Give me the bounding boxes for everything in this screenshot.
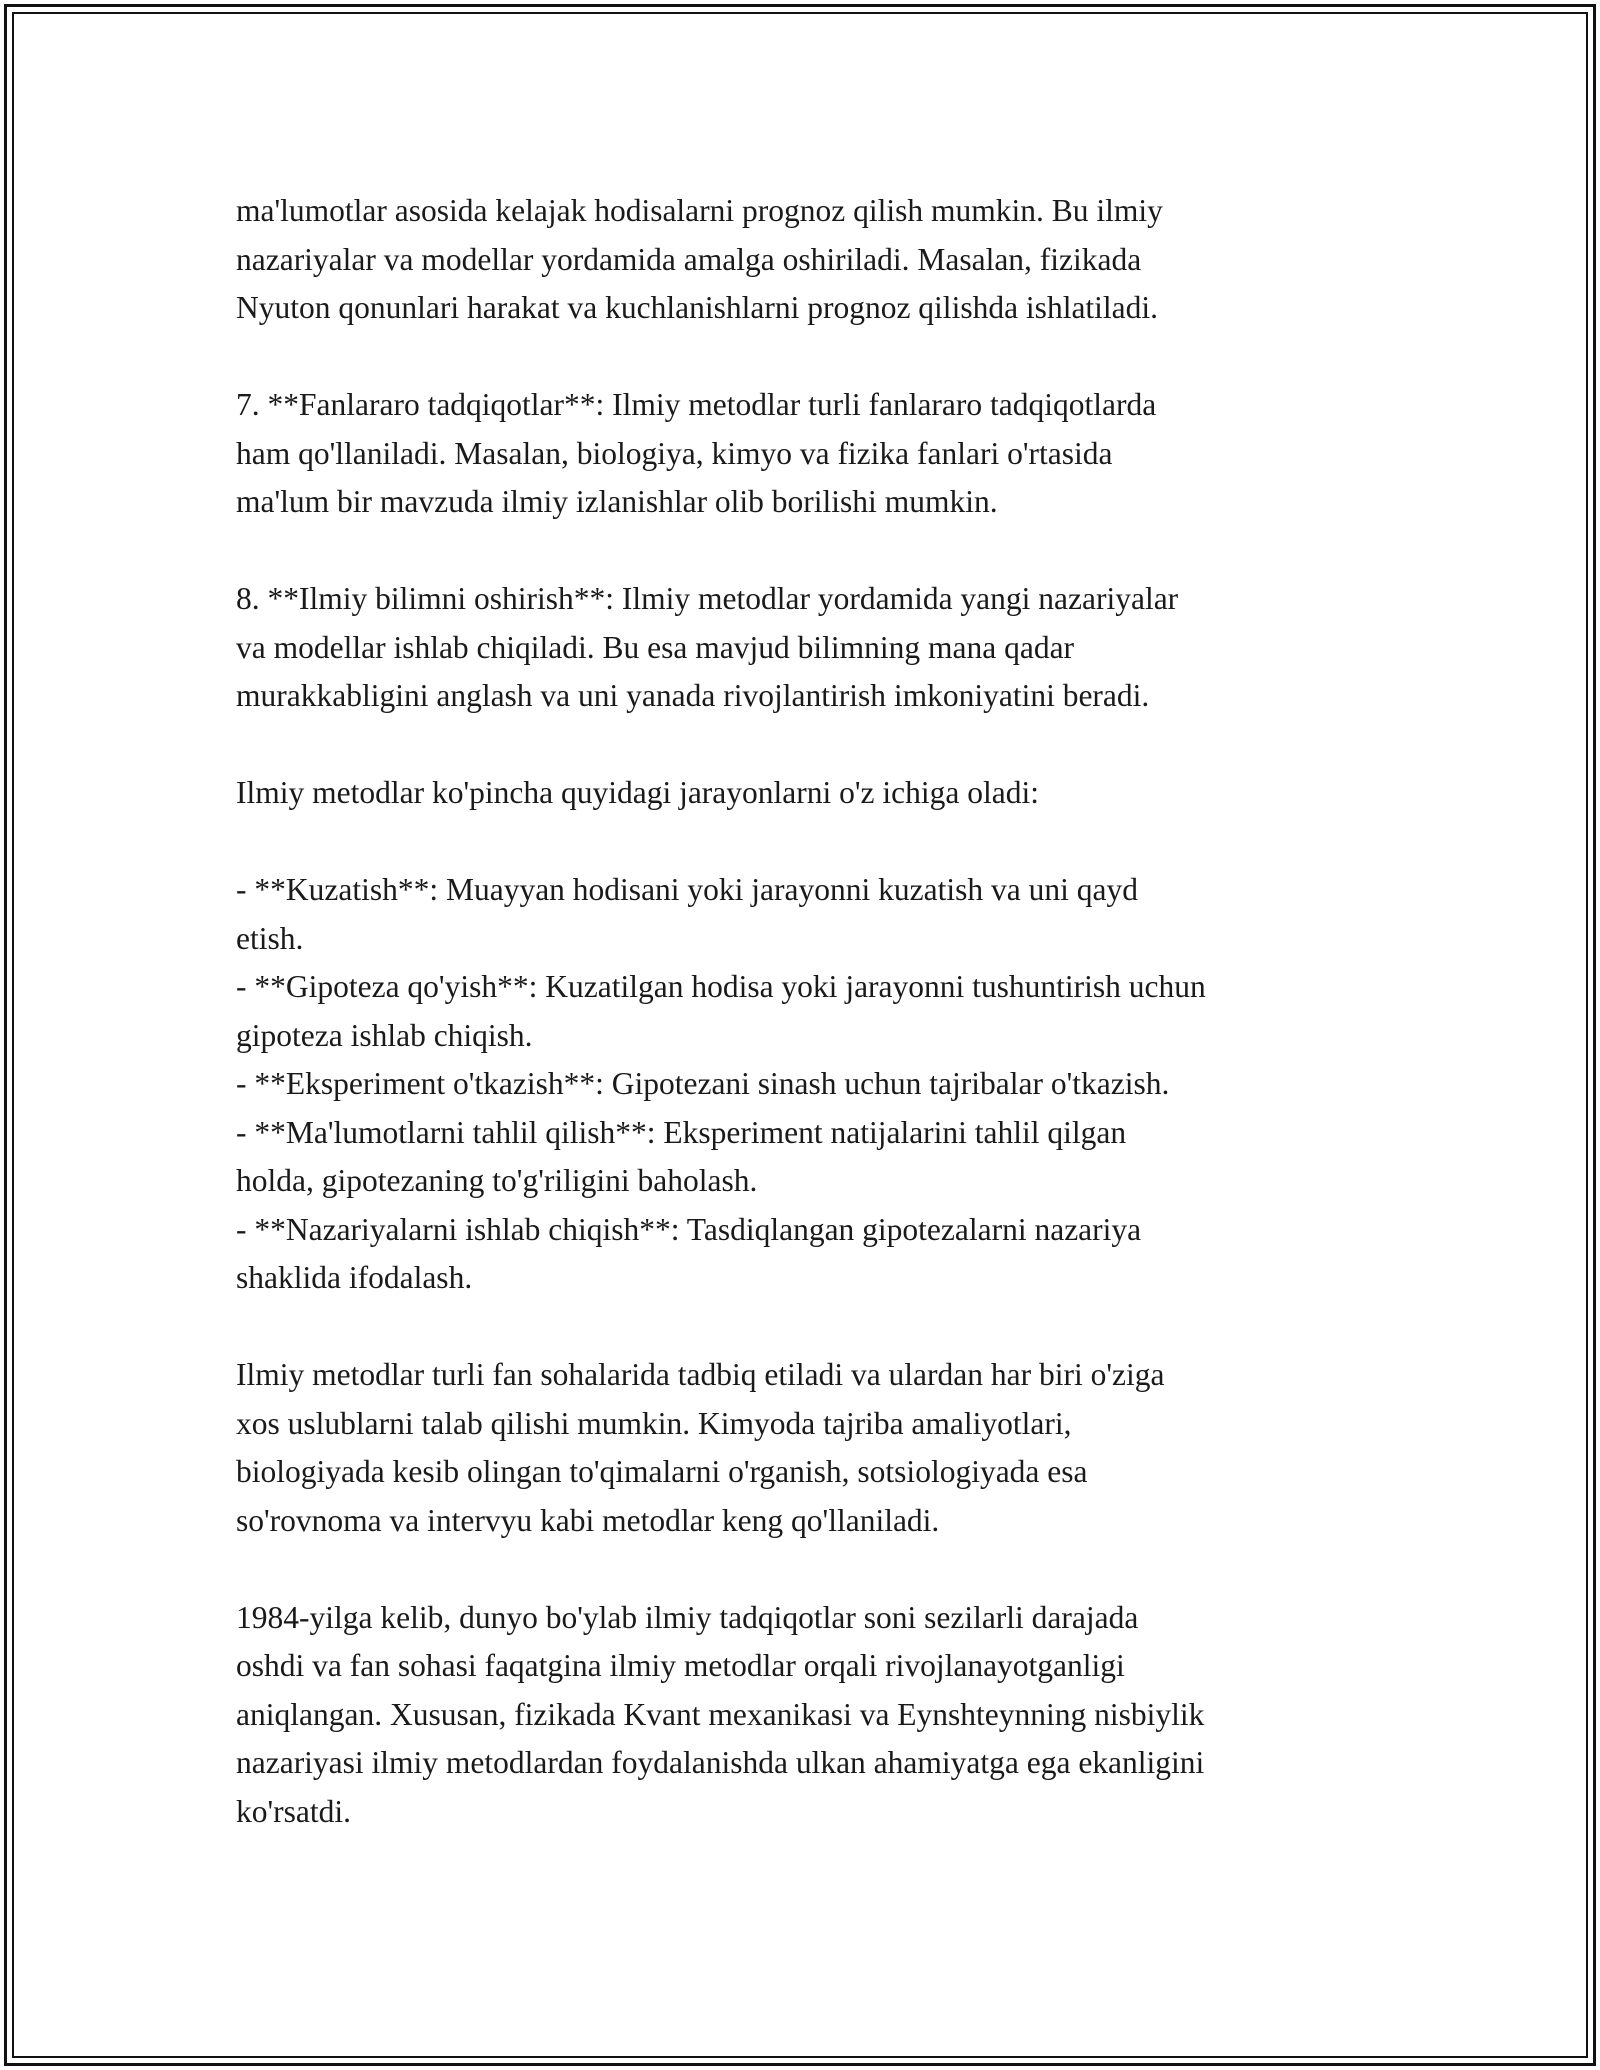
text-line: biologiyada kesib olingan to'qimalarni o'rganish, sotsiologiyada esa [236,1454,1088,1489]
text-line: Nyuton qonunlari harakat va kuchlanishlarni prognoz qilishda ishlatiladi. [236,290,1159,325]
paragraph-history [236,1594,1386,1837]
text-line: ham qo'llaniladi. Masalan, biologiya, kimyo va fizika fanlari o'rtasida [236,435,1113,471]
document-body [236,187,1386,1836]
list-item-continuation: etish. [236,920,304,956]
list-item: - **Nazariyalarni ishlab chiqish**: Tasdiqlangan gipotezalarni nazariya [236,1211,1142,1247]
list-item-continuation: shaklida ifodalash. [236,1260,473,1295]
text-line: xos uslublarni talab qilishi mumkin. Kimyoda tajriba amaliyotlari, [236,1405,1072,1441]
paragraph-knowledge [236,575,1386,721]
text-line: Ilmiy metodlar turli fan sohalarida tadbiq etiladi va ulardan har biri o'ziga [236,1357,1165,1392]
text-line: 7. **Fanlararo tadqiqotlar**: Ilmiy metodlar turli fanlararo tadqiqotlarda [236,387,1157,422]
text-line: ko'rsatdi. [236,1793,352,1829]
text-line: ma'lumotlar asosida kelajak hodisalarni prognoz qilish mumkin. Bu ilmiy [236,193,1163,228]
text-line: nazariyalar va modellar yordamida amalga oshiriladi. Masalan, fizikada [236,241,1142,277]
text-line: ma'lum bir mavzuda ilmiy izlanishlar olib borilishi mumkin. [236,484,998,519]
text-line: aniqlangan. Xususan, fizikada Kvant mexanikasi va Eynshteynning nisbiylik [236,1696,1205,1732]
list-item: - **Ma'lumotlarni tahlil qilish**: Eksperiment natijalarini tahlil qilgan [236,1114,1127,1150]
text-line: 1984-yilga kelib, dunyo bo'ylab ilmiy tadqiqotlar soni sezilarli darajada [236,1599,1139,1635]
text-line: oshdi va fan sohasi faqatgina ilmiy metodlar orqali rivojlanayotganligi [236,1648,1125,1683]
text-line: murakkabligini anglash va uni yanada rivojlantirish imkoniyatini beradi. [236,678,1150,713]
paragraph-applications [236,1351,1386,1545]
text-line: Ilmiy metodlar ko'pincha quyidagi jarayonlarni o'z ichiga oladi: [236,775,1039,810]
text-line: va modellar ishlab chiqiladi. Bu esa mavjud bilimning mana qadar [236,629,1075,665]
text-line: nazariyasi ilmiy metodlardan foydalanishda ulkan ahamiyatga ega ekanligini [236,1745,1205,1780]
paragraph-prediction [236,187,1386,333]
paragraph-list-intro [236,769,1386,818]
list-item-continuation: holda, gipotezaning to'g'riligini baholash. [236,1163,758,1198]
method-steps-list [236,866,1386,1303]
text-line: 8. **Ilmiy bilimni oshirish**: Ilmiy metodlar yordamida yangi nazariyalar [236,581,1179,616]
list-item: - **Eksperiment o'tkazish**: Gipotezani sinash uchun tajribalar o'tkazish. [236,1066,1170,1101]
list-item: - **Kuzatish**: Muayyan hodisani yoki jarayonni kuzatish va uni qayd [236,872,1138,907]
list-item: - **Gipoteza qo'yish**: Kuzatilgan hodisa yoki jarayonni tushuntirish uchun [236,969,1206,1004]
list-item-continuation: gipoteza ishlab chiqish. [236,1017,533,1053]
paragraph-interdisciplinary [236,381,1386,527]
text-line: so'rovnoma va intervyu kabi metodlar keng qo'llaniladi. [236,1502,940,1538]
